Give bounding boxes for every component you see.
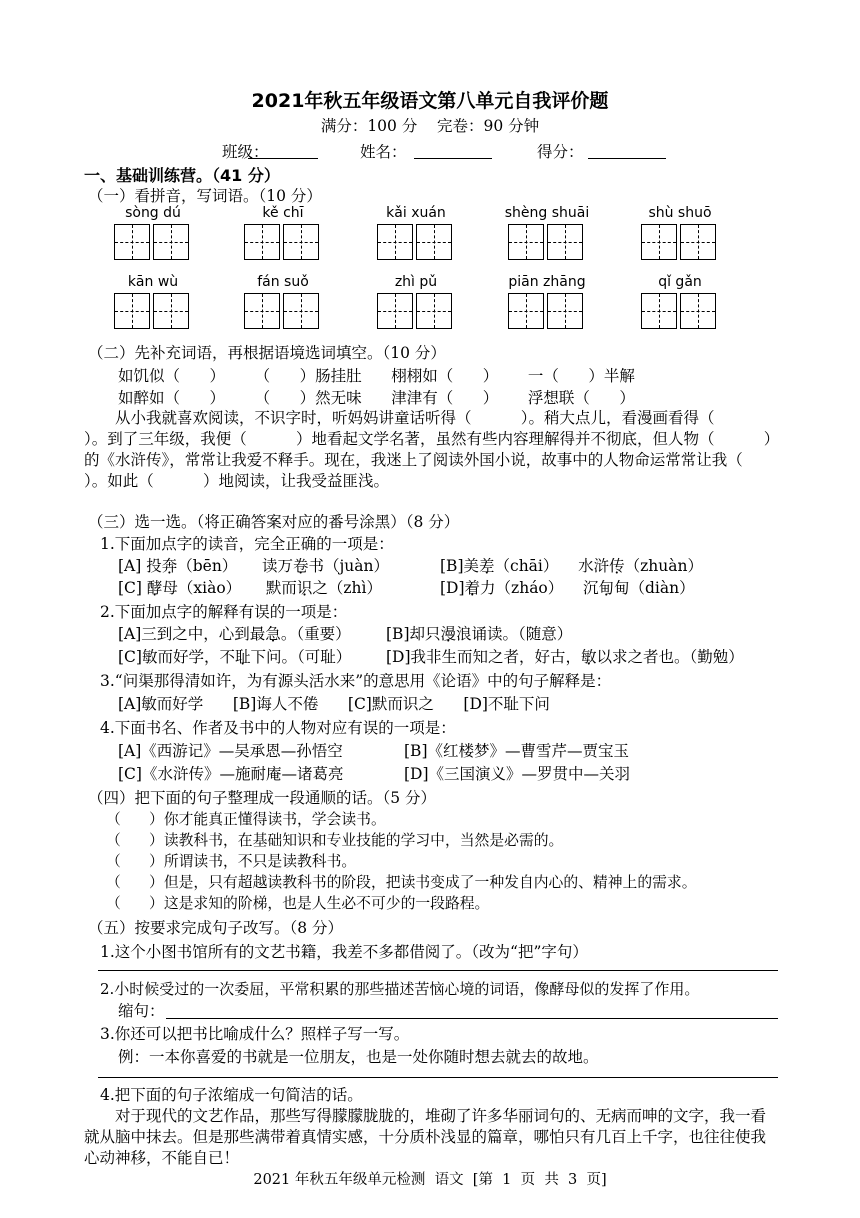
q3-1-option-a[interactable]: [A] 投奔（bēn） 读万卷书（juàn） [118, 557, 389, 575]
q3-1-option-d[interactable]: [D]着力（zháo） 沉甸甸（diàn） [440, 579, 695, 597]
tianzi-box[interactable] [244, 224, 280, 260]
q3-stem-1: 1.下面加点字的读音，完全正确的一项是： [100, 535, 394, 553]
q2-heading: （二）先补充词语，再根据语境选词填空。（10 分） [88, 344, 446, 362]
exam-meta: 满分：100 分 完卷：90 分钟 [320, 117, 540, 135]
name-blank[interactable] [414, 158, 492, 159]
page-title: 2021年秋五年级语文第八单元自我评价题 [251, 90, 609, 112]
tianzi-box[interactable] [680, 224, 716, 260]
pinyin-label: kǎi xuán [386, 205, 446, 221]
q3-2-option-b[interactable]: [B]却只漫浪诵读。（随意） [386, 625, 573, 643]
order-sentence[interactable]: （ ）你才能真正懂得读书，学会读书。 [106, 811, 386, 828]
q4-heading: （四）把下面的句子整理成一段通顺的话。（5 分） [88, 789, 437, 807]
q5-heading: （五）按要求完成句子改写。（8 分） [88, 919, 344, 937]
q3-1-option-b[interactable]: [B]美差（chāi） 水浒传（zhuàn） [440, 557, 703, 575]
pinyin-label: sòng dú [125, 205, 181, 221]
q5-item-4: 4.把下面的句子浓缩成一句简洁的话。 [100, 1086, 363, 1104]
q3-stem-4: 4.下面书名、作者及书中的人物对应有误的一项是： [100, 719, 456, 737]
pinyin-label: kě chī [262, 205, 304, 221]
answer-line[interactable] [166, 1018, 778, 1019]
q5-item-1: 1.这个小图书馆所有的文艺书籍，我差不多都借阅了。（改为“把”字句） [100, 943, 588, 961]
q1-heading: （一）看拼音，写词语。（10 分） [88, 187, 322, 205]
name-label: 姓名： [360, 143, 407, 161]
tianzi-box[interactable] [377, 293, 413, 329]
pinyin-label: piān zhāng [508, 274, 586, 290]
q3-2-option-c[interactable]: [C]敏而好学，不耻下问。（可耻） [118, 648, 352, 666]
score-blank[interactable] [588, 158, 666, 159]
tianzi-box[interactable] [244, 293, 280, 329]
q3-4-option-d[interactable]: [D]《三国演义》—罗贯中—关羽 [404, 765, 631, 783]
answer-line[interactable] [98, 970, 778, 971]
q3-heading: （三）选一选。（将正确答案对应的番号涂黑）（8 分） [88, 513, 460, 531]
tianzi-box[interactable] [508, 293, 544, 329]
order-sentence[interactable]: （ ）但是，只有超越读教科书的阶段，把读书变成了一种发自内心的、精神上的需求。 [106, 874, 697, 891]
order-sentence[interactable]: （ ）所谓读书，不只是读教科书。 [106, 853, 357, 870]
tianzi-box[interactable] [416, 224, 452, 260]
order-sentence[interactable]: （ ）读教科书，在基础知识和专业技能的学习中，当然是必需的。 [106, 832, 564, 849]
score-label: 得分： [537, 143, 584, 161]
pinyin-label: zhì pǔ [394, 274, 438, 290]
q3-2-option-a[interactable]: [A]三到之中，心到最急。（重要） [118, 625, 351, 643]
tianzi-box[interactable] [153, 293, 189, 329]
q3-stem-3: 3.“问渠那得清如许，为有源头活水来”的意思用《论语》中的句子解释是： [100, 672, 612, 690]
q3-stem-2: 2.下面加点字的解释有误的一项是： [100, 603, 348, 621]
q5-item-3: 3.你还可以把书比喻成什么？照样子写一写。 [100, 1025, 410, 1043]
tianzi-box[interactable] [153, 224, 189, 260]
answer-line[interactable] [98, 1077, 778, 1078]
idiom-line-2: 如醉如（ ） （ ）然无味 津津有（ ） 浮想联（ ） [118, 389, 635, 407]
tianzi-box[interactable] [114, 293, 150, 329]
class-blank[interactable] [248, 158, 318, 159]
tianzi-box[interactable] [641, 293, 677, 329]
q5-item-2: 2.小时候受过的一次委屈，平常积累的那些描述苦恼心境的词语，像酵母似的发挥了作用。 [100, 980, 700, 998]
tianzi-box[interactable] [508, 224, 544, 260]
tianzi-box[interactable] [283, 293, 319, 329]
class-label: 班级： [222, 143, 269, 161]
pinyin-label: fán suǒ [257, 274, 309, 290]
q3-1-option-c[interactable]: [C] 酵母（xiào） 默而识之（zhì） [118, 579, 382, 597]
q3-4-option-a[interactable]: [A]《西游记》—吴承恩—孙悟空 [118, 742, 343, 760]
q3-3-options[interactable]: [A]敏而好学 [B]诲人不倦 [C]默而识之 [D]不耻下问 [118, 695, 550, 713]
q5-example: 例：一本你喜爱的书就是一位朋友，也是一处你随时想去就去的故地。 [118, 1048, 599, 1066]
section-heading-basic: 一、基础训练营。（41 分） [84, 166, 280, 185]
tianzi-box[interactable] [283, 224, 319, 260]
q3-2-option-d[interactable]: [D]我非生而知之者，好古，敏以求之者也。（勤勉） [386, 648, 744, 666]
tianzi-box[interactable] [114, 224, 150, 260]
q3-4-option-c[interactable]: [C]《水浒传》—施耐庵—诸葛亮 [118, 765, 344, 783]
idiom-line-1: 如饥似（ ） （ ）肠挂肚 栩栩如（ ） 一（ ）半解 [118, 367, 635, 385]
condense-label: 缩句： [118, 1002, 165, 1020]
tianzi-box[interactable] [416, 293, 452, 329]
page-footer: 2021 年秋五年级单元检测 语文 [第 1 页 共 3 页] [253, 1172, 607, 1188]
pinyin-label: qǐ gǎn [658, 274, 702, 290]
condense-passage: 对于现代的文艺作品，那些写得朦朦胧胧的，堆砌了许多华丽词句的、无病而呻的文字，我一看就从脑中抹去。但是那些满带着真情实感，十分质朴浅显的篇章，哪怕只有几百上千字，也往往使我心动神移，不能自已！ [84, 1107, 767, 1167]
order-sentence[interactable]: （ ）这是求知的阶梯，也是人生必不可少的一段路程。 [106, 895, 490, 912]
tianzi-box[interactable] [547, 224, 583, 260]
q3-4-option-b[interactable]: [B]《红楼梦》—曹雪芹—贾宝玉 [404, 742, 629, 760]
reading-passage: 从小我就喜欢阅读，不识字时，听妈妈讲童话听得（ ）。稍大点儿，看漫画看得（ ）。到了三年级，我便（ ）地看起文学名著，虽然有些内容理解得并不彻底，但人物（ ）的《水浒传》，常常让我爱不释手。现在，我迷上了阅读外国小说，故事中的人物命运常常让我（ ）。如此（ ）地阅读，让我受益匪浅。 [84, 409, 793, 490]
pinyin-label: kān wù [127, 274, 179, 290]
pinyin-label: shèng shuāi [504, 205, 590, 221]
tianzi-box[interactable] [377, 224, 413, 260]
pinyin-label: shù shuō [648, 205, 712, 221]
tianzi-box[interactable] [641, 224, 677, 260]
tianzi-box[interactable] [547, 293, 583, 329]
tianzi-box[interactable] [680, 293, 716, 329]
